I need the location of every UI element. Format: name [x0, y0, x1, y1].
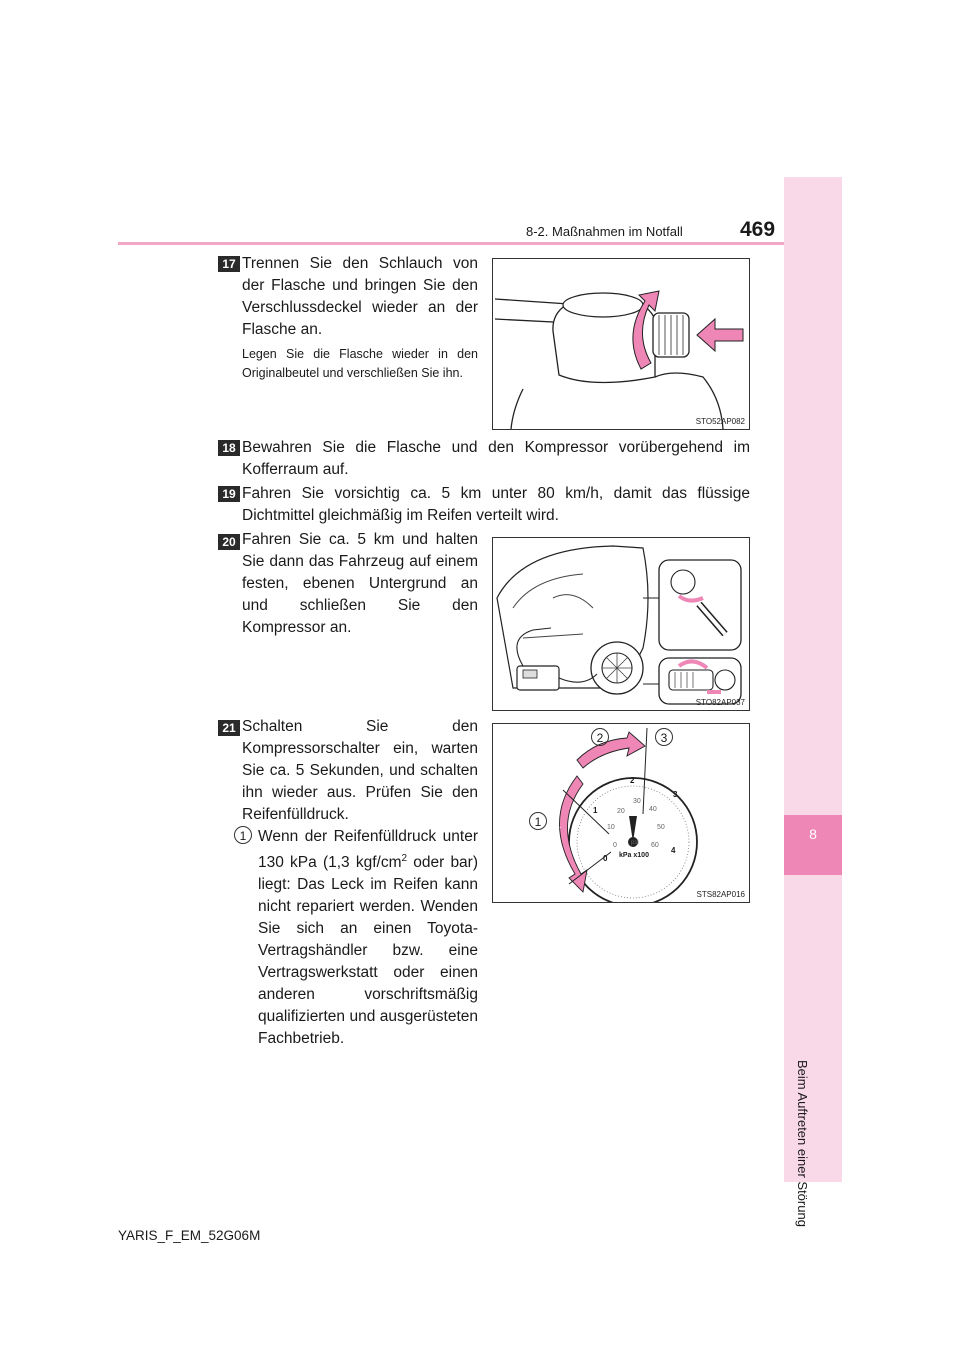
page-number: 469 [740, 218, 776, 241]
gauge-psi-0: 0 [613, 842, 617, 849]
section-title: 8-2. Maßnahmen im Notfall [526, 224, 683, 239]
chapter-number-tab [784, 815, 842, 875]
gauge-label-2: 2 [630, 776, 635, 785]
figure-pressure-gauge [492, 723, 750, 903]
figure-code-20: STO82AP037 [695, 698, 745, 707]
step-18-text: Bewahren Sie die Flasche und den Kompressor vorübergehend im Kofferraum auf. [242, 439, 750, 478]
gauge-psi-10: 10 [607, 824, 615, 831]
header-rule [118, 242, 784, 245]
gauge-callout-1: 1 [529, 812, 547, 830]
gauge-psi-20: 20 [617, 808, 625, 815]
gauge-psi-30: 30 [633, 798, 641, 805]
figure-code-17: STO52AP082 [695, 417, 745, 426]
step-17-note: Legen Sie die Flasche wieder in den Originalbeutel und verschließen Sie ihn. [242, 347, 478, 380]
figure-compressor-connection [492, 537, 750, 711]
step-badge-17: 17 [218, 256, 240, 272]
gauge-psi-60: 60 [651, 842, 659, 849]
step-badge-21: 21 [218, 720, 240, 736]
gauge-callout-2: 2 [591, 728, 609, 746]
step-badge-19: 19 [218, 486, 240, 502]
gauge-unit: kPa x100 [619, 852, 649, 859]
chapter-number: 8 [809, 826, 817, 842]
gauge-label-4: 4 [671, 846, 676, 855]
chapter-label: Beim Auftreten einer Störung [795, 1060, 810, 1227]
figure-code-21: STS82AP016 [696, 890, 745, 899]
gauge-label-1: 1 [593, 806, 598, 815]
gauge-psi-50: 50 [657, 824, 665, 831]
gauge-label-3: 3 [673, 790, 678, 799]
chapter-side-tab [784, 177, 842, 1182]
gauge-callout-3: 3 [655, 728, 673, 746]
figure-bottle-cap [492, 258, 750, 430]
step-20-text: Fahren Sie ca. 5 km und halten Sie dann das Fahrzeug auf einem festen, ebenen Untergrund an und schließen Sie den Kompressor an. [242, 531, 478, 636]
document-code: YARIS_F_EM_52G06M [118, 1228, 261, 1243]
svg-text:.: . [559, 820, 562, 830]
step-17-text: Trennen Sie den Schlauch von der Flasche und bringen Sie den Verschlussdeckel wieder an der Flasche an. [242, 255, 478, 338]
step-21-subtext: Wenn der Reifenfülldruck unter 130 kPa (1,3 kgf/$cm^2$ oder bar) liegt: Das Leck im Reifen kann nicht repariert werden. Wenden Sie sich an einen Toyota-Vertragshändler bzw. eine Vertragswerkstatt oder einen anderen vorschriftsmäßig qualifizierten und ausgerüsteten Fachbetrieb. [258, 828, 479, 1048]
step-19-text: Fahren Sie vorsichtig ca. 5 km unter 80 km/h, damit das flüssige Dichtmittel gleichmäßig im Reifen verteilt wird. [242, 485, 750, 524]
step-badge-20: 20 [218, 534, 240, 550]
gauge-psi-40: 40 [649, 806, 657, 813]
step-badge-18: 18 [218, 440, 240, 456]
step-21-text: Schalten Sie den Kompressorschalter ein, warten Sie ca. 5 Sekunden, und schalten ihn wieder aus. Prüfen Sie den Reifenfülldruck. [242, 718, 478, 823]
sub-item-marker: 1 [234, 826, 252, 844]
gauge-psi-unit: psi [631, 840, 639, 846]
gauge-label-0: 0 [603, 854, 608, 863]
